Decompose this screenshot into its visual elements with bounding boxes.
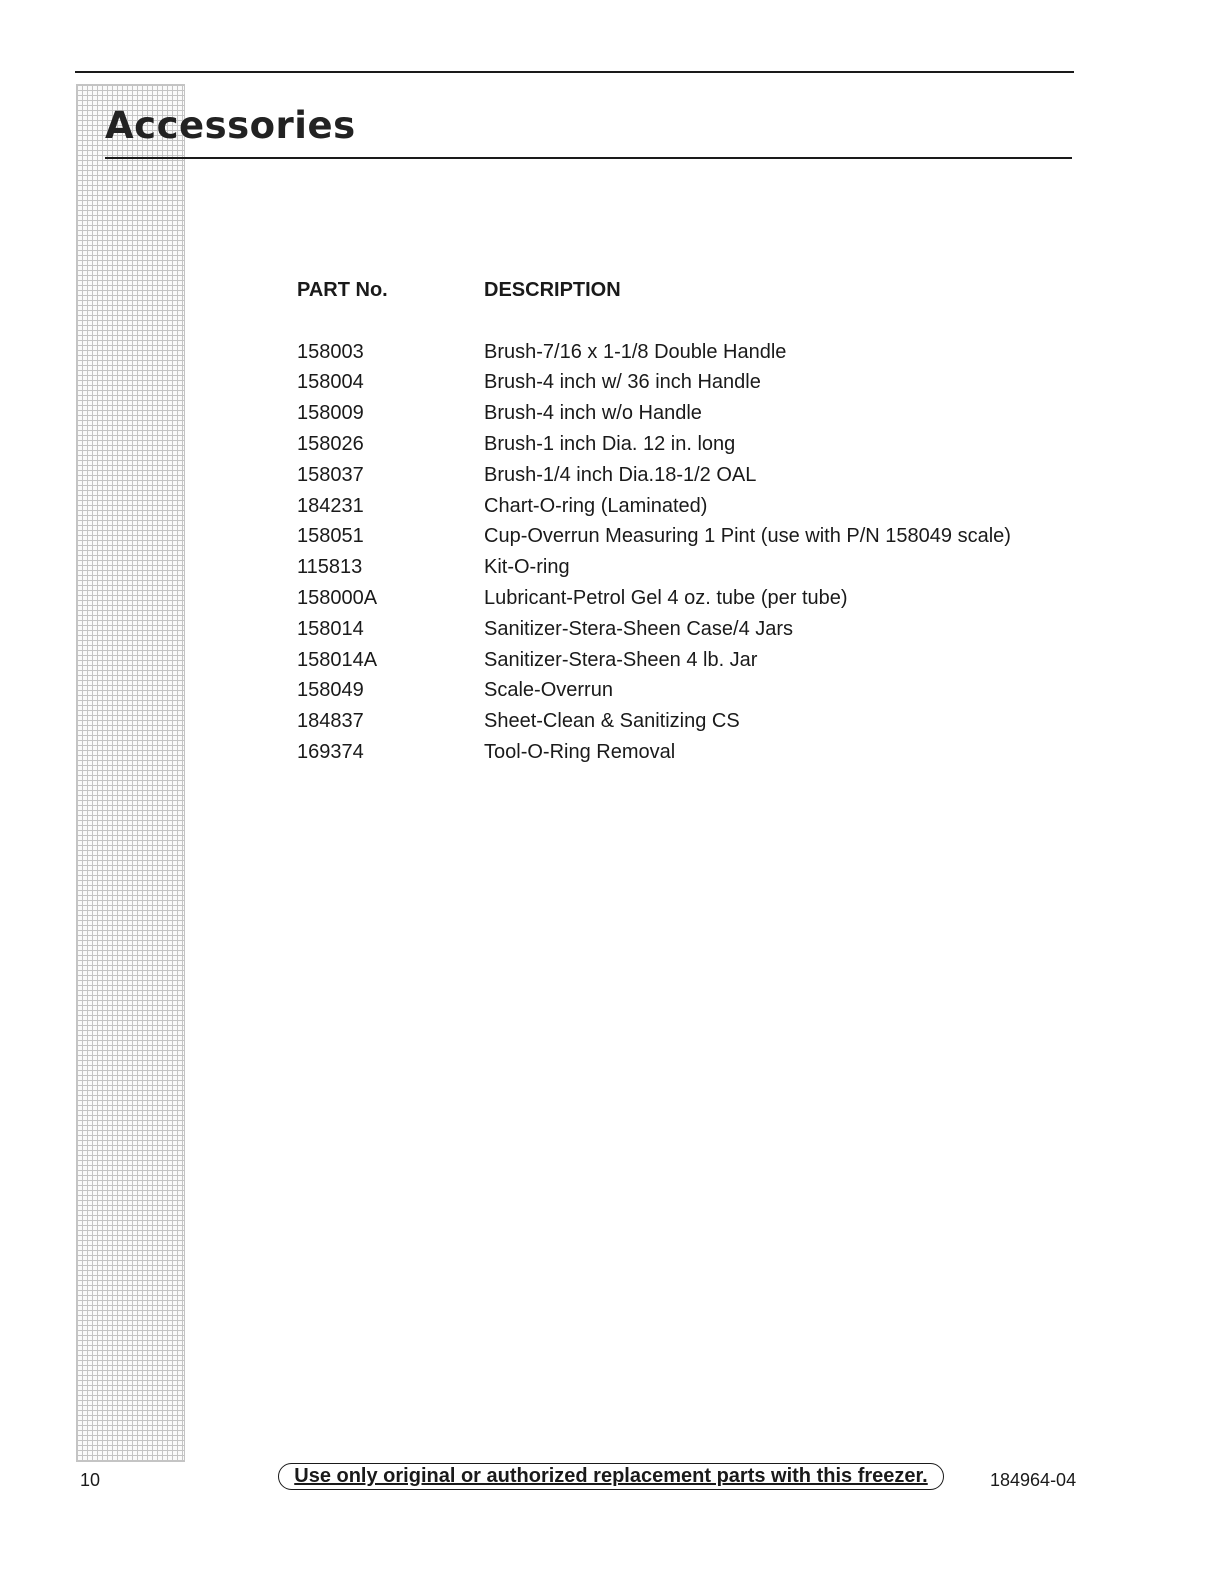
table-row: [297, 737, 1011, 768]
table-row: [297, 337, 1011, 368]
part-description: Kit-O-ring: [484, 556, 570, 579]
part-description: Tool-O-Ring Removal: [484, 741, 676, 764]
part-number: 169374: [297, 741, 364, 764]
part-number: 158003: [297, 340, 364, 363]
header-spacer: [297, 306, 1011, 337]
part-description: Scale-Overrun: [484, 679, 613, 702]
part-description: Sanitizer-Stera-Sheen 4 lb. Jar: [484, 648, 758, 671]
page-title: Accessories: [105, 104, 356, 147]
table-row: [297, 614, 1011, 645]
part-description: Brush-1/4 inch Dia.18-1/2 OAL: [484, 463, 757, 486]
part-description: Sanitizer-Stera-Sheen Case/4 Jars: [484, 617, 794, 640]
table-row: [297, 429, 1011, 460]
part-description: Sheet-Clean & Sanitizing CS: [484, 710, 740, 733]
part-description: Brush-4 inch w/ 36 inch Handle: [484, 371, 761, 394]
document-number: 184964-04: [990, 1470, 1077, 1490]
table-row: [297, 398, 1011, 429]
table-row: [297, 522, 1011, 553]
part-number: 158051: [297, 525, 364, 548]
part-description: Brush-4 inch w/o Handle: [484, 402, 702, 425]
description-header: DESCRIPTION: [484, 278, 621, 301]
table-header-row: [297, 274, 1011, 306]
table-row: [297, 676, 1011, 707]
part-number: 158009: [297, 402, 364, 425]
part-number: 115813: [297, 556, 363, 579]
top-rule: [75, 71, 1074, 73]
table-row: [297, 645, 1011, 676]
part-number: 158026: [297, 433, 364, 456]
part-description: Chart-O-ring (Laminated): [484, 494, 708, 517]
part-number: 158037: [297, 463, 364, 486]
part-number: 158049: [297, 679, 364, 702]
part-number: 158014A: [297, 648, 378, 671]
part-no-header: PART No.: [297, 278, 388, 301]
table-row: [297, 491, 1011, 522]
page-number: 10: [80, 1470, 101, 1490]
footer-notice: Use only original or authorized replacement parts with this freezer.: [278, 1463, 944, 1490]
table-row: [297, 583, 1011, 614]
part-number: 158000A: [297, 587, 378, 610]
part-description: Lubricant-Petrol Gel 4 oz. tube (per tube): [484, 587, 848, 610]
part-number: 158014: [297, 617, 364, 640]
table-row: [297, 552, 1011, 583]
part-number: 158004: [297, 371, 364, 394]
table-row: [297, 706, 1011, 737]
part-number: 184837: [297, 710, 364, 733]
part-number: 184231: [297, 494, 364, 517]
part-description: Brush-7/16 x 1-1/8 Double Handle: [484, 340, 787, 363]
accessories-table: [297, 274, 1011, 768]
part-description: Brush-1 inch Dia. 12 in. long: [484, 433, 736, 456]
title-rule: [105, 157, 1072, 159]
table-row: [297, 460, 1011, 491]
grid-pattern-strip: [76, 84, 185, 1462]
part-description: Cup-Overrun Measuring 1 Pint (use with P/N 158049 scale): [484, 525, 1011, 548]
table-row: [297, 368, 1011, 399]
